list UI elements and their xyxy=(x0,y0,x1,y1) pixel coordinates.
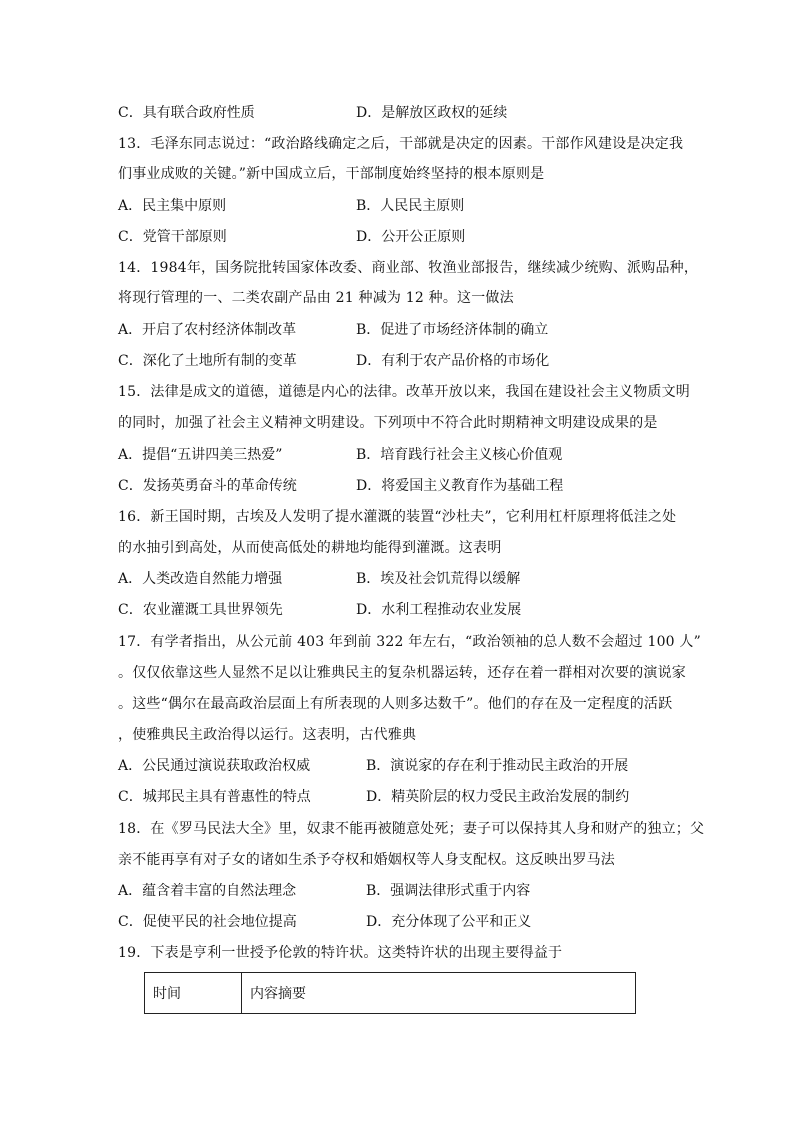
table-header-time: 时间 xyxy=(145,973,242,1014)
q19-table xyxy=(144,972,636,1014)
q18-option-c: C．促使平民的社会地位提高 xyxy=(118,914,297,930)
q17-stem-line2: 。仅仅依靠这些人显然不足以让雅典民主的复杂机器运转，还存在着一群相对次要的演说家 xyxy=(118,665,686,681)
q16-option-a: A．人类改造自然能力增强 xyxy=(118,571,283,587)
q18-stem-line1: 18．在《罗马民法大全》里，奴隶不能再被随意处死；妻子可以保持其人身和财产的独立；父 xyxy=(118,821,705,837)
q13-option-b: B．人民民主原则 xyxy=(356,198,465,214)
q18-option-b: B．强调法律形式重于内容 xyxy=(366,883,531,899)
q16-option-d: D．水利工程推动农业发展 xyxy=(356,602,522,618)
q15-stem-line2: 的同时，加强了社会主义精神文明建设。下列项中不符合此时期精神文明建设成果的是 xyxy=(118,415,658,431)
q18-option-d: D．充分体现了公平和正义 xyxy=(366,914,532,930)
q16-option-b: B．埃及社会饥荒得以缓解 xyxy=(356,571,521,587)
q14-stem-line1: 14．1984年，国务院批转国家体改委、商业部、牧渔业部报告，继续减少统购、派购品种， xyxy=(118,260,699,276)
q15-option-c: C．发扬英勇奋斗的革命传统 xyxy=(118,478,297,494)
q16-stem-line1: 16．新王国时期，古埃及人发明了提水灌溉的装置“沙杜夫”，它利用杠杆原理将低洼之处 xyxy=(118,509,677,525)
q12-option-d: D．是解放区政权的延续 xyxy=(356,105,508,121)
q13-option-c: C．党管干部原则 xyxy=(118,229,227,245)
q17-stem-line1: 17．有学者指出，从公元前 403 年到前 322 年左右，“政治领袖的总人数不会超过 100 人” xyxy=(118,634,701,650)
q15-option-b: B．培育践行社会主义核心价值观 xyxy=(356,447,563,463)
table-header-summary: 内容摘要 xyxy=(242,973,636,1014)
q17-option-b: B．演说家的存在利于推动民主政治的开展 xyxy=(366,758,629,774)
q17-stem-line4: ，使雅典民主政治得以运行。这表明，古代雅典 xyxy=(118,727,417,743)
q13-stem-line2: 们事业成败的关键。”新中国成立后，干部制度始终坚持的根本原则是 xyxy=(118,166,545,182)
q19-stem-line1: 19．下表是亨利一世授予伦敦的特许状。这类特许状的出现主要得益于 xyxy=(118,945,563,961)
q14-option-b: B．促进了市场经济体制的确立 xyxy=(356,322,549,338)
q15-option-d: D．将爱国主义教育作为基础工程 xyxy=(356,478,564,494)
q13-stem-line1: 13．毛泽东同志说过：“政治路线确定之后，干部就是决定的因素。干部作风建设是决定我 xyxy=(118,136,684,152)
q13-option-d: D．公开公正原则 xyxy=(356,229,466,245)
q15-option-a: A．提倡“五讲四美三热爱” xyxy=(118,447,283,463)
q14-option-a: A．开启了农村经济体制改革 xyxy=(118,322,297,338)
table-header-row xyxy=(145,973,636,1014)
q18-stem-line2: 亲不能再享有对子女的诸如生杀予夺权和婚姻权等人身支配权。这反映出罗马法 xyxy=(118,852,615,868)
q16-stem-line2: 的水抽引到高处，从而使高低处的耕地均能得到灌溉。这表明 xyxy=(118,540,502,556)
q17-option-c: C．城邦民主具有普惠性的特点 xyxy=(118,789,311,805)
q12-option-c: C．具有联合政府性质 xyxy=(118,105,255,121)
q17-stem-line3: 。这些“偶尔在最高政治层面上有所表现的人则多达数千”。他们的存在及一定程度的活跃 xyxy=(118,696,673,712)
q17-option-d: D．精英阶层的权力受民主政治发展的制约 xyxy=(366,789,630,805)
q14-option-c: C．深化了土地所有制的变革 xyxy=(118,353,297,369)
q14-stem-line2: 将现行管理的一、二类农副产品由 21 种减为 12 种。这一做法 xyxy=(118,290,514,306)
q18-option-a: A．蕴含着丰富的自然法理念 xyxy=(118,883,297,899)
q14-option-d: D．有利于农产品价格的市场化 xyxy=(356,353,550,369)
q15-stem-line1: 15．法律是成文的道德，道德是内心的法律。改革开放以来，我国在建设社会主义物质文明 xyxy=(118,384,691,400)
q16-option-c: C．农业灌溉工具世界领先 xyxy=(118,602,283,618)
q17-option-a: A．公民通过演说获取政治权威 xyxy=(118,758,311,774)
q13-option-a: A．民主集中原则 xyxy=(118,198,227,214)
